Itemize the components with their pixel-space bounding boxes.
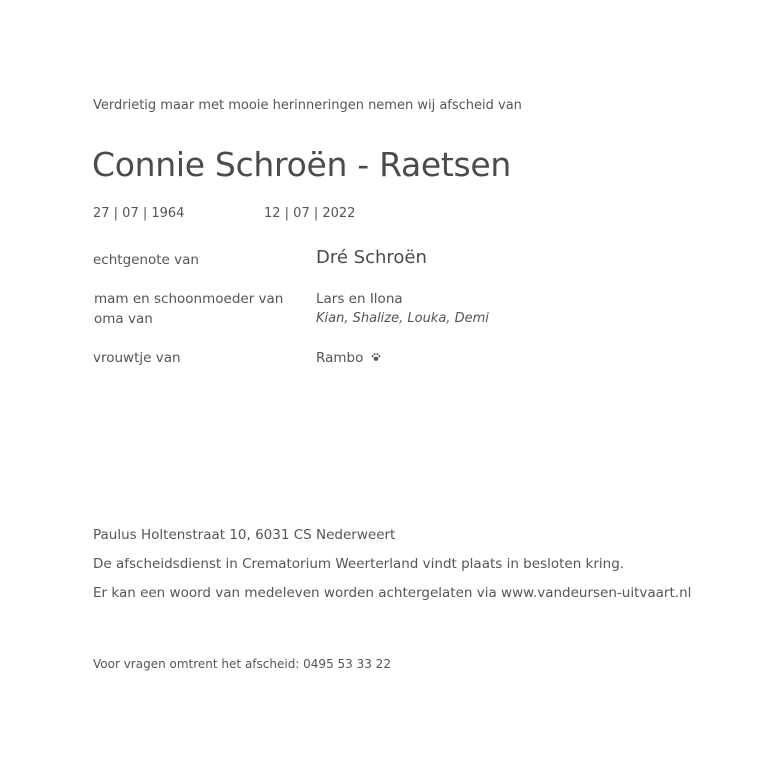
relation-label-spouse: echtgenote van xyxy=(93,252,199,268)
paw-icon xyxy=(371,350,381,366)
contact-info: Voor vragen omtrent het afscheid: 0495 53 33 22 xyxy=(93,657,391,671)
address-line: Paulus Holtenstraat 10, 6031 CS Nederweert xyxy=(93,527,396,543)
condolence-info: Er kan een woord van medeleven worden achtergelaten via www.vandeursen-uitvaart.nl xyxy=(93,585,692,601)
relation-value-spouse: Dré Schroën xyxy=(316,247,427,268)
intro-text: Verdrietig maar met mooie herinneringen nemen wij afscheid van xyxy=(93,98,522,113)
relation-value-grandchildren: Kian, Shalize, Louka, Demi xyxy=(316,311,489,326)
death-date: 12 | 07 | 2022 xyxy=(264,206,356,221)
relation-label-pet: vrouwtje van xyxy=(93,350,181,366)
service-info: De afscheidsdienst in Crematorium Weerterland vindt plaats in besloten kring. xyxy=(93,556,625,572)
relation-value-pet: Rambo xyxy=(316,350,364,366)
relation-label-grandchildren: oma van xyxy=(94,311,153,327)
deceased-name: Connie Schroën - Raetsen xyxy=(92,145,512,184)
relation-label-children: mam en schoonmoeder van xyxy=(94,291,284,307)
relation-value-children: Lars en Ilona xyxy=(316,291,403,307)
relation-value-pet-row xyxy=(316,350,381,366)
birth-date: 27 | 07 | 1964 xyxy=(93,206,185,221)
